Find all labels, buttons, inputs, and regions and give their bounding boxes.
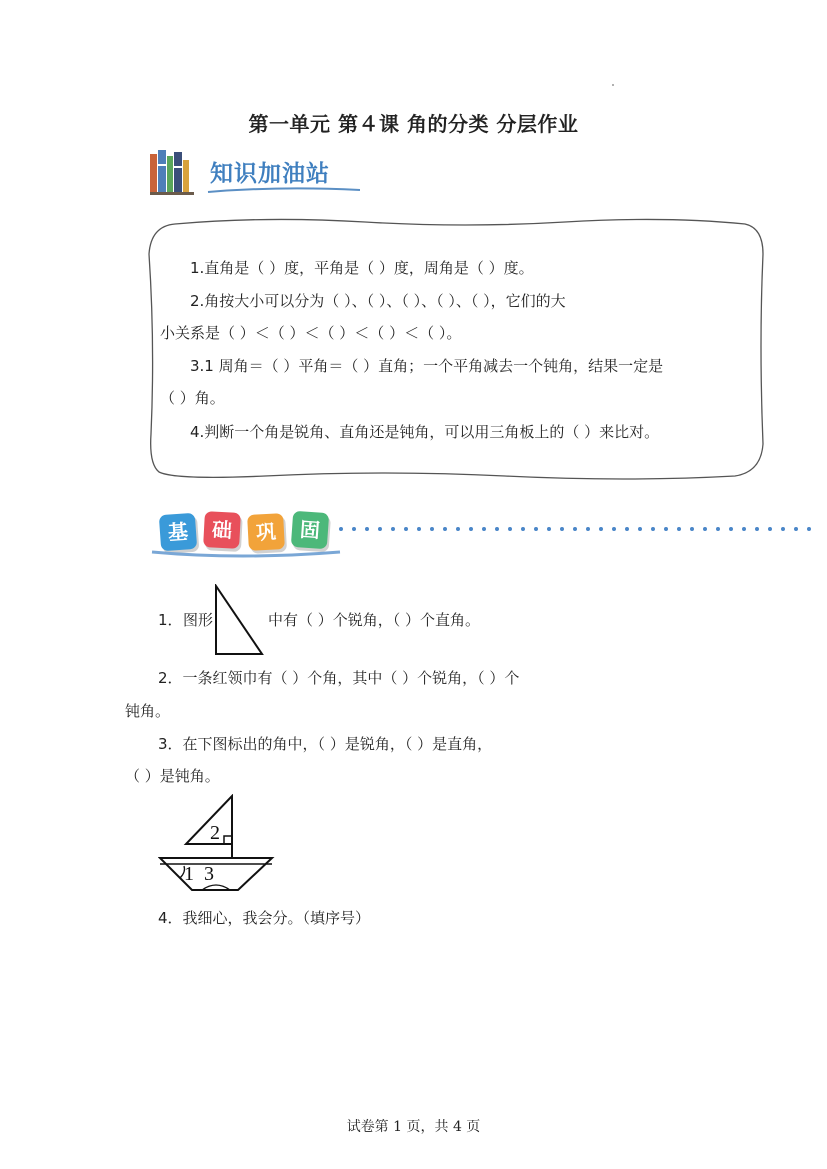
question-3-line-1: 3．在下图标出的角中，（ ）是锐角，（ ）是直角， bbox=[158, 735, 493, 753]
banner-tile-1: 基 bbox=[159, 513, 197, 551]
banner-tile-4: 固 bbox=[291, 511, 329, 549]
right-triangle-figure bbox=[212, 584, 268, 658]
page-dot-mark bbox=[612, 84, 614, 86]
knowledge-line-3: 小关系是（ ）＜（ ）＜（ ）＜（ ）＜（ ）。 bbox=[160, 324, 462, 342]
question-2-line-2: 钝角。 bbox=[125, 702, 171, 720]
question-2-line-1: 2．一条红领巾有（ ）个角，其中（ ）个锐角，（ ）个 bbox=[158, 669, 520, 687]
question-4-text: 4．我细心，我会分。（填序号） bbox=[158, 909, 371, 927]
knowledge-line-1: 1.直角是（ ）度，平角是（ ）度，周角是（ ）度。 bbox=[190, 259, 534, 277]
knowledge-line-4: 3.1 周角＝（ ）平角＝（ ）直角；一个平角减去一个钝角，结果一定是 bbox=[190, 357, 664, 375]
banner-tile-3: 巩 bbox=[247, 513, 285, 551]
page-title: 第一单元 第４课 角的分类 分层作业 bbox=[248, 112, 579, 136]
banner-tile-2: 础 bbox=[203, 511, 241, 549]
section-banner-knowledge: 知识加油站 bbox=[210, 161, 330, 187]
sailboat-figure bbox=[158, 794, 278, 896]
angle-label-1: 1 bbox=[184, 863, 194, 885]
question-3-line-2: （ ）是钝角。 bbox=[125, 767, 220, 785]
question-1-text-a: 图形 bbox=[183, 611, 214, 629]
question-1-number: 1． bbox=[158, 611, 183, 629]
knowledge-line-6: 4.判断一个角是锐角、直角还是钝角，可以用三角板上的（ ）来比对。 bbox=[190, 423, 660, 441]
angle-label-3: 3 bbox=[204, 863, 214, 885]
knowledge-box-border bbox=[145, 214, 770, 484]
banner-swoosh bbox=[150, 540, 350, 560]
page-footer: 试卷第 1 页，共 4 页 bbox=[346, 1119, 481, 1135]
angle-label-2: 2 bbox=[210, 822, 220, 844]
knowledge-line-5: （ ）角。 bbox=[160, 389, 225, 407]
dotted-divider bbox=[338, 524, 818, 534]
knowledge-line-2: 2.角按大小可以分为（ ）、（ ）、（ ）、（ ）、（ ），它们的大 bbox=[190, 292, 566, 310]
question-1-text-b: 中有（ ）个锐角，（ ）个直角。 bbox=[268, 611, 481, 629]
